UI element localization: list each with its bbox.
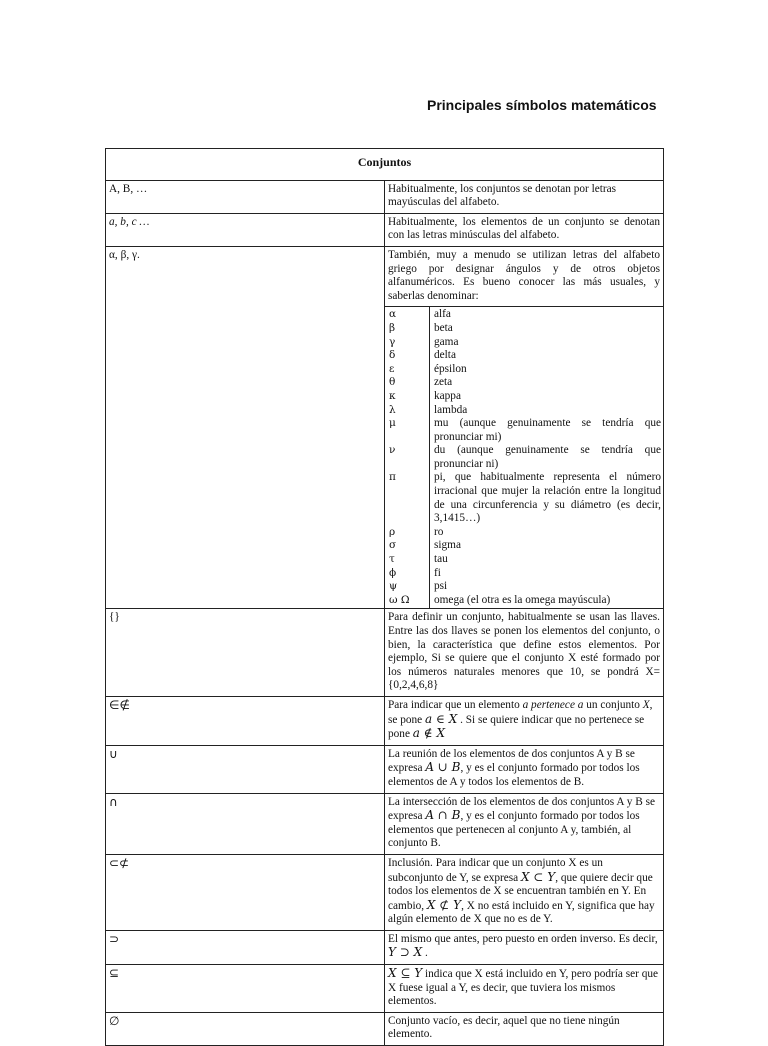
greek-alphabet-table — [385, 307, 663, 608]
description-cell: Conjunto vacío, es decir, aquel que no tiene ningún elemento. — [385, 1012, 664, 1045]
greek-intro: También, muy a menudo se utilizan letras del alfabeto griego por designar ángulos y de otros objetos alfanuméricos. Es bueno conocer las más usuales, y saberlas denominar: — [385, 247, 663, 307]
greek-name: omega (el otra es la omega mayúscula) — [434, 593, 611, 606]
page-title: Principales símbolos matemáticos — [427, 97, 657, 113]
text-fragment: La reunión de los elementos de dos conjuntos A y B se expresa — [388, 747, 635, 775]
table-row — [106, 854, 664, 930]
greek-row — [385, 376, 663, 390]
greek-name: tau — [434, 553, 448, 566]
text-fragment: indica que X está incluido en Y, pero podría ser que X fuese igual a Y, es decir, que tuviera los mismos elementos. — [388, 968, 659, 1008]
symbol-cell: ∈∉ — [106, 696, 385, 745]
symbols-table — [105, 148, 664, 1046]
greek-cell — [385, 246, 664, 608]
symbol-cell: ⊂⊄ — [106, 854, 385, 930]
table-row — [106, 965, 664, 1013]
greek-row — [385, 336, 663, 350]
description-cell — [385, 696, 664, 745]
description-cell: Habitualmente, los conjuntos se denotan por letras mayúsculas del alfabeto. — [385, 180, 664, 213]
text-fragment: Inclusión. Para indicar que un conjunto X es un subconjunto de Y, se expresa — [388, 856, 603, 884]
description-cell — [385, 745, 664, 793]
greek-symbol: β — [385, 322, 430, 336]
greek-row — [385, 594, 663, 609]
greek-symbol: κ — [385, 390, 430, 404]
greek-name: épsilon — [434, 362, 467, 375]
greek-symbol: ε — [385, 363, 430, 377]
symbol-cell: A, B, … — [106, 180, 385, 213]
greek-symbol: σ — [385, 539, 430, 553]
greek-row — [385, 471, 663, 525]
symbol-cell: ⊆ — [106, 965, 385, 1013]
math-expression: A ∩ B — [425, 808, 461, 823]
greek-symbol: ψ — [385, 580, 430, 594]
greek-name: zeta — [434, 376, 453, 389]
math-expression: X ⊂ Y — [521, 869, 556, 884]
greek-row — [385, 390, 663, 404]
greek-name: delta — [434, 349, 456, 362]
text-fragment: a pertenece a — [522, 698, 584, 711]
text-fragment: , se pone — [388, 698, 653, 726]
symbol-cell: {} — [106, 609, 385, 697]
table-row — [106, 246, 664, 608]
table-row — [106, 793, 664, 854]
greek-symbol: ρ — [385, 526, 430, 540]
greek-name: kappa — [434, 389, 461, 402]
description-cell: Habitualmente, los elementos de un conjunto se denotan con las letras minúsculas del alfabeto. — [385, 213, 664, 246]
greek-symbol: ν — [385, 444, 430, 471]
greek-symbol: μ — [385, 417, 430, 444]
description-cell — [385, 930, 664, 964]
symbol-cell: α, β, γ. — [106, 246, 385, 608]
symbol-cell: ⊃ — [106, 930, 385, 964]
greek-symbol: α — [385, 307, 430, 322]
greek-name: beta — [434, 321, 453, 334]
text-fragment: . — [422, 947, 428, 960]
math-expression: X ⊄ Y — [426, 897, 462, 912]
greek-symbol: λ — [385, 404, 430, 418]
greek-row — [385, 539, 663, 553]
text-fragment: un conjunto — [583, 698, 643, 711]
description-cell — [385, 854, 664, 930]
greek-name: du (aunque genuinamente se tendría que pronunciar ni) — [434, 444, 661, 470]
greek-symbol: τ — [385, 553, 430, 567]
description-cell — [385, 965, 664, 1013]
table-header-row — [106, 149, 664, 181]
greek-symbol: γ — [385, 336, 430, 350]
greek-symbol: π — [385, 471, 430, 525]
text-fragment: , y es el conjunto formado por todos los elementos que pertenecen al conjunto A y, también, al conjunto B. — [388, 810, 640, 850]
greek-row — [385, 567, 663, 581]
greek-symbol: ω Ω — [385, 594, 430, 609]
greek-symbol: ϕ — [385, 567, 430, 581]
text-fragment: . Si se quiere indicar que no pertenece se pone — [388, 713, 645, 741]
greek-name: pi, que habitualmente representa el número irracional que mujer la relación entre la longitud de una circunferencia y su diámetro (es decir, 3,1415…) — [434, 471, 661, 525]
symbol-cell: ∩ — [106, 793, 385, 854]
table-row — [106, 696, 664, 745]
symbol-cell: ∅ — [106, 1012, 385, 1045]
greek-row — [385, 417, 663, 444]
math-expression: a ∈ X — [425, 711, 458, 726]
greek-name: lambda — [434, 403, 468, 416]
greek-row — [385, 363, 663, 377]
table-row — [106, 609, 664, 697]
text-fragment: Para indicar que un elemento — [388, 698, 523, 711]
text-fragment: , que quiere decir que todos los elementos de X se encuentran también en Y. En cambio, — [388, 871, 653, 912]
table-row — [106, 213, 664, 246]
table-row — [106, 1012, 664, 1045]
math-expression: A ∪ B — [425, 760, 461, 775]
greek-row — [385, 444, 663, 471]
greek-name: gama — [434, 335, 459, 348]
greek-name: alfa — [434, 308, 451, 321]
text-fragment: , X no está incluido en Y, significa que hay algún elemento de X que no es de Y. — [388, 899, 655, 926]
text-fragment: El mismo que antes, pero puesto en orden inverso. Es decir, — [388, 932, 658, 945]
greek-symbol: θ — [385, 376, 430, 390]
table-row — [106, 745, 664, 793]
greek-name: mu (aunque genuinamente se tendría que pronunciar mi) — [434, 417, 661, 443]
greek-row — [385, 349, 663, 363]
text-fragment: , y es el conjunto formado por todos los elementos de A y todos los elementos de B. — [388, 762, 640, 788]
table-header: Conjuntos — [106, 149, 664, 181]
math-expression: X ⊆ Y — [388, 966, 423, 981]
description-cell: Para definir un conjunto, habitualmente se usan las llaves. Entre las dos llaves se ponen los elementos del conjunto, o bien, la característica que define estos elementos. Por ejemplo, Si se quiere que el conjunto X esté formado por los números naturales menores que 10, se pondrá X={0,2,4,6,8} — [385, 609, 664, 697]
greek-name: sigma — [434, 539, 461, 552]
symbol-cell: a, b, c … — [106, 213, 385, 246]
description-cell — [385, 793, 664, 854]
greek-row — [385, 553, 663, 567]
greek-row — [385, 526, 663, 540]
greek-row — [385, 404, 663, 418]
greek-name: psi — [434, 580, 448, 593]
math-expression: Y ⊃ X — [388, 945, 423, 960]
math-expression: a ∉ X — [412, 726, 446, 741]
greek-symbol: δ — [385, 349, 430, 363]
symbol-cell: ∪ — [106, 745, 385, 793]
text-fragment: La intersección de los elementos de dos conjuntos A y B se expresa — [388, 795, 655, 823]
table-row — [106, 930, 664, 964]
text-fragment: X — [642, 698, 650, 711]
greek-name: ro — [434, 525, 444, 538]
greek-row — [385, 322, 663, 336]
table-row — [106, 180, 664, 213]
greek-name: fi — [434, 566, 441, 579]
greek-row — [385, 580, 663, 594]
greek-row — [385, 307, 663, 322]
